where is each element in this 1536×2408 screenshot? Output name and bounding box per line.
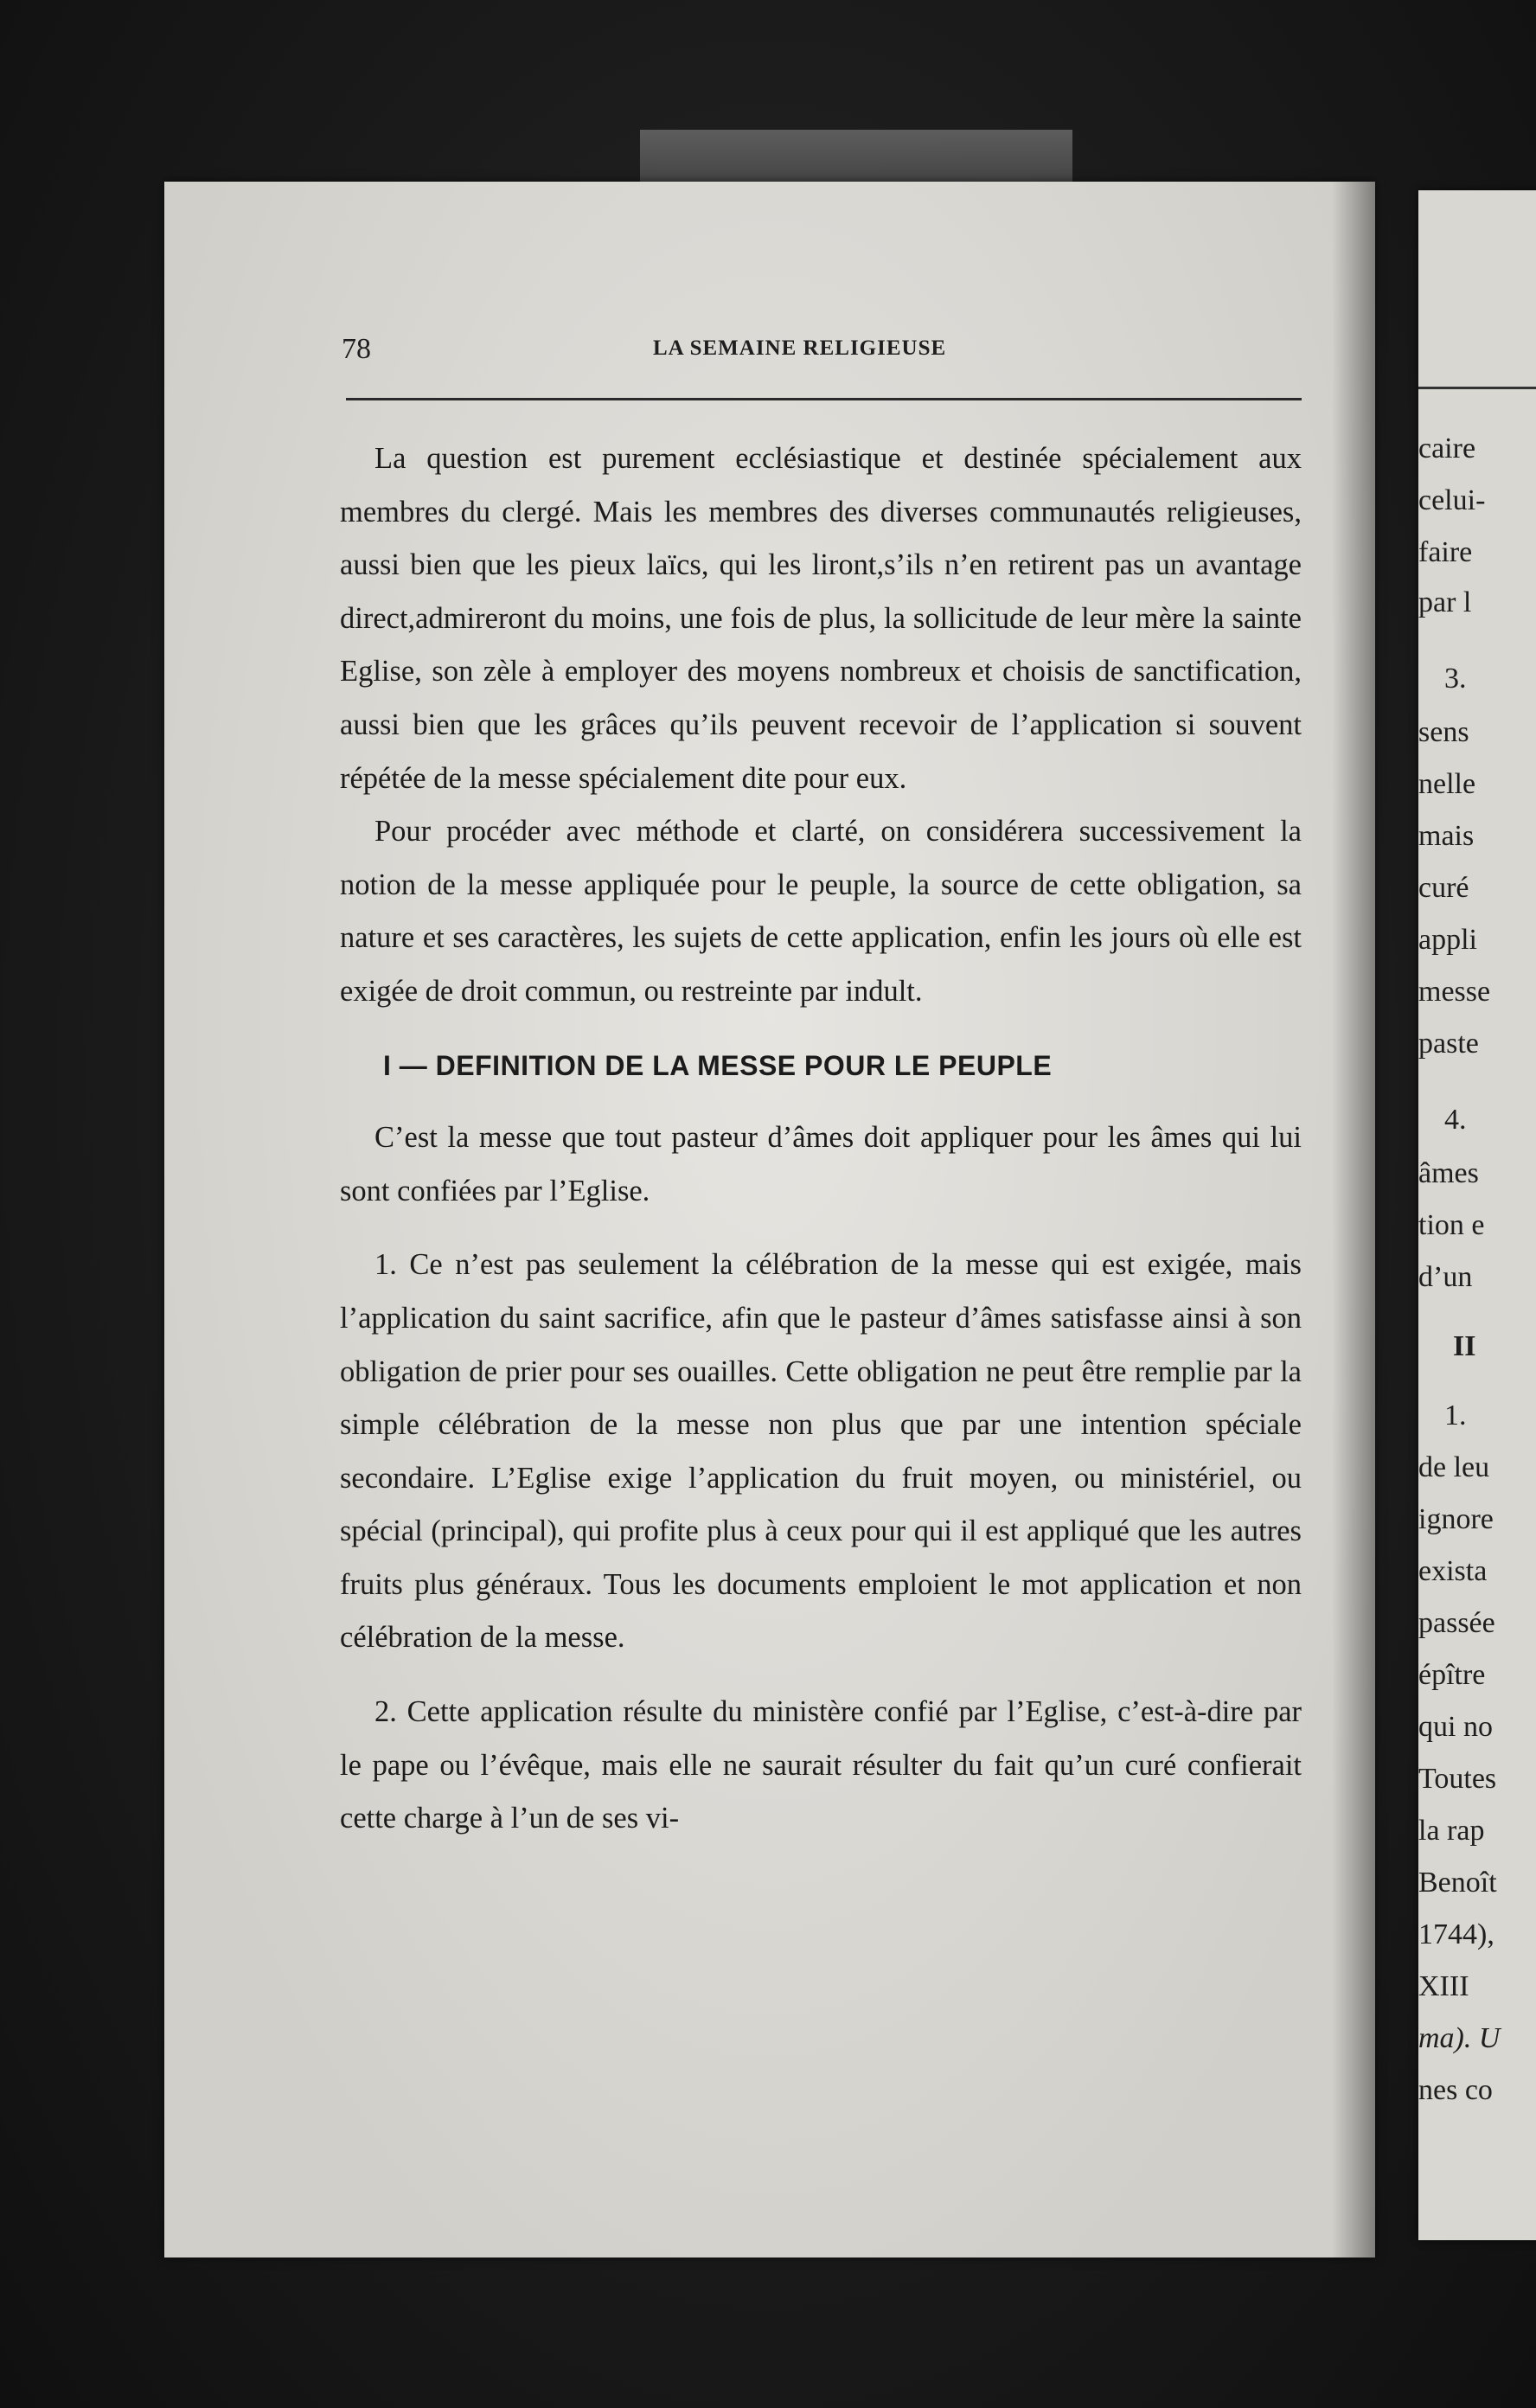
facing-page-fragment: curé bbox=[1418, 872, 1469, 904]
facing-page-fragment: 1. bbox=[1444, 1399, 1467, 1431]
facing-page-fragment: 4. bbox=[1444, 1104, 1467, 1136]
facing-page-fragment: faire bbox=[1418, 536, 1473, 568]
facing-page-fragment: celui- bbox=[1418, 484, 1486, 516]
facing-page-fragment: exista bbox=[1418, 1555, 1488, 1587]
facing-page-fragment: ma). U bbox=[1418, 2022, 1501, 2054]
facing-page bbox=[1418, 190, 1536, 2240]
facing-page-fragment: de leu bbox=[1418, 1451, 1490, 1483]
facing-page-fragment: Benoît bbox=[1418, 1867, 1497, 1899]
facing-page-fragment: caire bbox=[1418, 432, 1476, 464]
definition-paragraph: C’est la messe que tout pasteur d’âmes doit appliquer pour les âmes qui lui sont confiées par l’Eglise. bbox=[340, 1121, 1302, 1207]
intro-paragraph: La question est purement ecclésiastique et destinée spécialement aux membres du clergé. Mais les membres des diverses communautés religieuses, aussi bien que les pieux laïcs, qui les liront,s’ils n’en retirent pas un avantage direct,admireront du moins, une fois de plus, la sollicitude de leur mère la sainte Eglise, son zèle à employer des moyens nombreux et choisis de sanctification, aussi bien que les grâces qu’ils peuvent recevoir de l’application si souvent répétée de la messe spécialement dite pour eux. bbox=[340, 442, 1302, 795]
facing-page-fragment: mais bbox=[1418, 820, 1475, 852]
header-rule bbox=[346, 398, 1302, 400]
facing-page-fragment: appli bbox=[1418, 924, 1477, 956]
facing-page-header-rule bbox=[1418, 387, 1536, 389]
facing-page-fragment: épître bbox=[1418, 1659, 1486, 1691]
page-number: 78 bbox=[342, 333, 371, 365]
plan-paragraph: Pour procéder avec méthode et clarté, on considérera successivement la notion de la messe appliquée pour le peuple, la source de cette obligation, sa nature et ses caractères, les sujets de cette application, enfin les jours où elle est exigée de droit commun, ou restreinte par indult. bbox=[340, 815, 1302, 1008]
numbered-paragraph-2: 2. Cette application résulte du ministère confié par l’Eglise, c’est-à-dire par le pape ou l’évêque, mais elle ne saurait résulter du fait qu’un curé confierait cette charge à l’un de ses vi- bbox=[340, 1695, 1302, 1835]
facing-page-fragment: 1744), bbox=[1418, 1918, 1494, 1950]
section-heading: I — DEFINITION DE LA MESSE POUR LE PEUPLE bbox=[383, 1049, 1053, 1081]
facing-page-fragment: passée bbox=[1418, 1607, 1495, 1639]
numbered-paragraph-1: 1. Ce n’est pas seulement la célébration de la messe qui est exigée, mais l’application du saint sacrifice, afin que le pasteur d’âmes satisfasse ainsi à son obligation de prier pour ses ouailles. Cette obligation ne peut être remplie par la simple célébration de la messe non plus que par une intention spéciale secondaire. L’Eglise exige l’application du fruit moyen, ou ministériel, ou spécial (principal), qui profite plus à ceux pour qui il est appliqué que les autres fruits plus généraux. Tous les documents emploient le mot application et non célébration de la messe. bbox=[340, 1248, 1302, 1655]
facing-page-fragment: d’un bbox=[1418, 1261, 1473, 1293]
facing-page-fragment: ignore bbox=[1418, 1503, 1494, 1535]
facing-page-fragment: âmes bbox=[1418, 1157, 1479, 1189]
facing-page-fragment: nes co bbox=[1418, 2074, 1493, 2106]
facing-page-fragment: II bbox=[1453, 1330, 1476, 1362]
facing-page-fragment: Toutes bbox=[1418, 1763, 1497, 1795]
facing-page-fragment: par l bbox=[1418, 586, 1472, 618]
facing-page-fragment: sens bbox=[1418, 716, 1469, 748]
facing-page-fragment: nelle bbox=[1418, 768, 1476, 800]
facing-page-fragment: 3. bbox=[1444, 663, 1467, 695]
facing-page-fragment: qui no bbox=[1418, 1711, 1493, 1743]
running-title: LA SEMAINE RELIGIEUSE bbox=[653, 336, 947, 360]
facing-page-fragment: la rap bbox=[1418, 1815, 1485, 1847]
page-body bbox=[340, 432, 1302, 1846]
page-gutter-shadow bbox=[1332, 182, 1375, 2258]
facing-page-fragment: paste bbox=[1418, 1028, 1479, 1060]
facing-page-fragment: XIII bbox=[1418, 1970, 1469, 2002]
page-header bbox=[342, 333, 1302, 376]
facing-page-fragment: messe bbox=[1418, 976, 1491, 1008]
facing-page-fragment: tion e bbox=[1418, 1209, 1485, 1241]
